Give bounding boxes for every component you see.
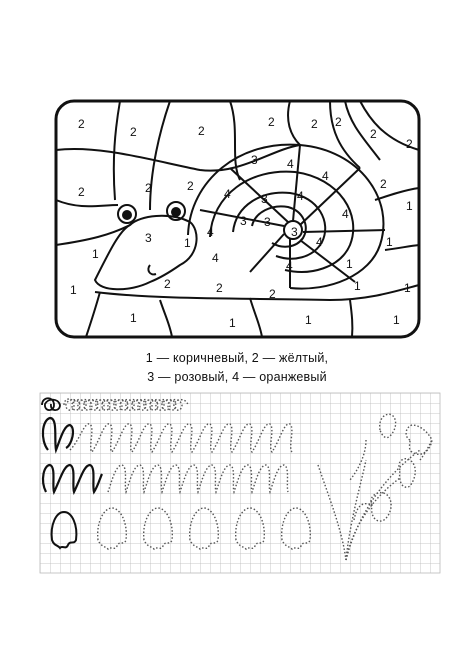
region-number: 2 [187, 179, 194, 193]
region-number: 3 [261, 192, 268, 206]
region-number: 1 [92, 247, 99, 261]
region-number: 2 [380, 177, 387, 191]
region-number: 4 [316, 235, 323, 249]
region-number: 2 [311, 117, 318, 131]
region-number: 2 [78, 117, 85, 131]
region-number: 4 [342, 207, 349, 221]
region-number: 2 [335, 115, 342, 129]
region-number: 2 [269, 287, 276, 301]
region-number: 1 [305, 313, 312, 327]
region-number: 4 [286, 259, 293, 273]
region-number: 2 [145, 181, 152, 195]
region-number: 3 [291, 225, 298, 239]
region-number: 1 [404, 281, 411, 295]
region-number: 1 [229, 316, 236, 330]
region-number: 2 [198, 124, 205, 138]
region-number: 1 [406, 199, 413, 213]
region-number: 2 [130, 125, 137, 139]
region-number: 3 [251, 153, 258, 167]
region-number: 4 [224, 187, 231, 201]
region-number: 1 [354, 279, 361, 293]
region-number: 2 [268, 115, 275, 129]
region-number: 2 [78, 185, 85, 199]
region-number: 4 [212, 251, 219, 265]
region-number: 4 [297, 189, 304, 203]
region-number: 2 [164, 277, 171, 291]
region-number: 1 [346, 257, 353, 271]
region-number: 3 [264, 215, 271, 229]
region-number: 1 [386, 235, 393, 249]
legend-text: 1 — коричневый, 2 — жёлтый, [145, 351, 329, 365]
region-number: 2 [370, 127, 377, 141]
region-number: 4 [207, 225, 214, 239]
region-number: 4 [287, 157, 294, 171]
legend-text: 3 — розовый, 4 — оранжевый [147, 370, 327, 384]
region-number: 3 [145, 231, 152, 245]
region-number: 2 [406, 137, 413, 151]
region-number: 1 [184, 236, 191, 250]
region-number: 1 [130, 311, 137, 325]
region-number: 2 [216, 281, 223, 295]
region-number: 1 [393, 313, 400, 327]
region-number: 1 [70, 283, 77, 297]
region-number: 4 [322, 169, 329, 183]
region-number: 3 [240, 214, 247, 228]
